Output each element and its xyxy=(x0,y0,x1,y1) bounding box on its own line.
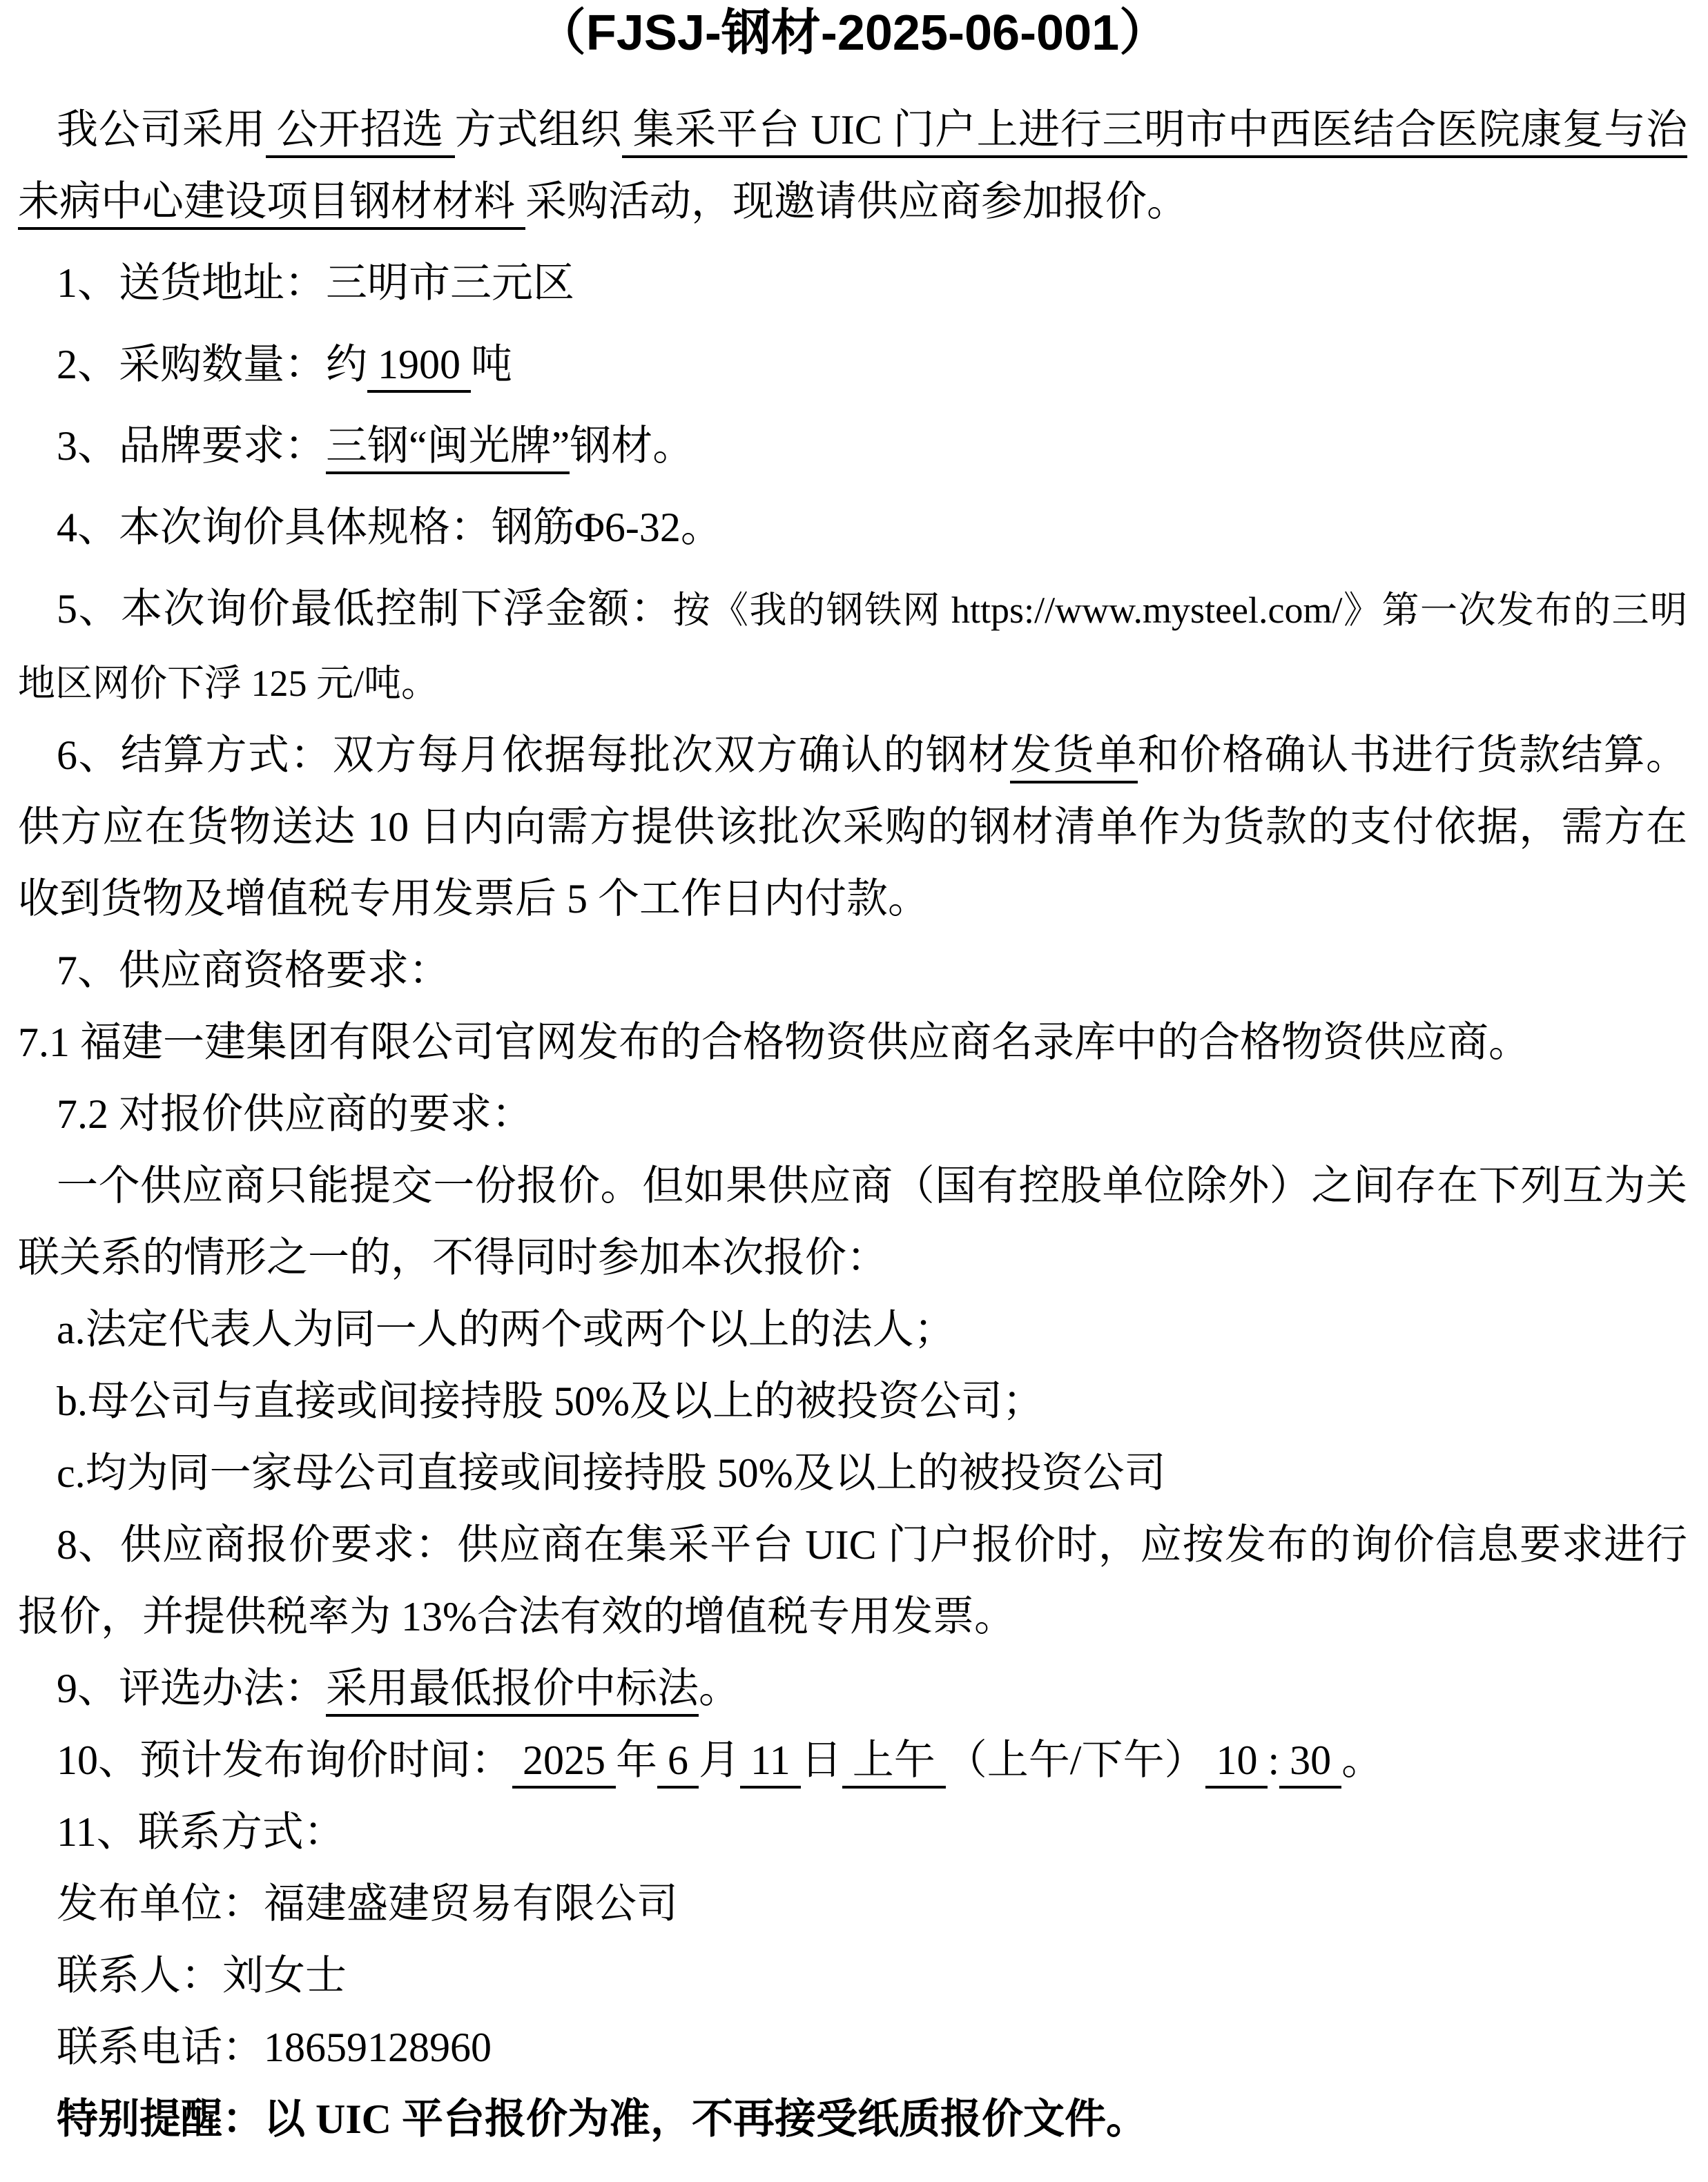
item-8-quotation-requirement xyxy=(18,1509,1687,1653)
text-segment: 5、本次询价最低控制下浮金额： xyxy=(57,586,673,632)
item-11-contact xyxy=(18,1796,1687,1868)
text-segment: 钢材。 xyxy=(570,423,695,469)
underlined-text-segment: 三钢“闽光牌” xyxy=(326,423,570,474)
document-body xyxy=(18,94,1687,2155)
text-segment: （上午/下午） xyxy=(945,1737,1206,1783)
item-4-specification xyxy=(18,491,1687,563)
text-segment: 按《我的钢铁网 https://www.mysteel.com/》第一次发布的三明地区网价下浮 125 元/吨。 xyxy=(18,590,1688,704)
item-7-qualification xyxy=(18,935,1687,1006)
underlined-text-segment: 30 xyxy=(1279,1737,1341,1789)
item-b xyxy=(18,1365,1687,1437)
text-segment: 3、品牌要求： xyxy=(57,423,326,469)
text-segment: 。 xyxy=(699,1666,740,1711)
text-segment: b.母公司与直接或间接持股 50%及以上的被投资公司； xyxy=(57,1379,1044,1424)
item-a xyxy=(18,1294,1687,1365)
item-6-settlement xyxy=(18,719,1687,935)
item-3-brand-requirement xyxy=(18,410,1687,482)
text-segment: 6、结算方式：双方每月依据每批次双方确认的钢材 xyxy=(57,732,1011,778)
text-segment: 吨 xyxy=(471,342,512,387)
text-segment: 和价格确认书进行货款结算。供方应在货物送达 10 日内向需方提供该批次采购的钢材清单作为货款的支付依据，需方在收到货物及增值税专用发票后 5 个工作日内付款。 xyxy=(18,732,1688,922)
text-segment: a.法定代表人为同一人的两个或两个以上的法人； xyxy=(57,1307,955,1352)
text-segment: : xyxy=(1268,1737,1280,1783)
text-segment: 9、评选办法： xyxy=(57,1666,326,1711)
intro-paragraph xyxy=(18,94,1687,237)
text-segment: 特别提醒：以 UIC 平台报价为准，不再接受纸质报价文件。 xyxy=(57,2096,1148,2142)
item-1-delivery-address xyxy=(18,247,1687,319)
text-segment: 联系电话：18659128960 xyxy=(57,2025,492,2070)
underlined-text-segment: 公开招选 xyxy=(266,107,455,158)
text-segment: 10、预计发布询价时间： xyxy=(57,1737,512,1783)
text-segment: 。 xyxy=(1341,1737,1384,1783)
underlined-text-segment: 集采平台 UIC 门户上进行三明市中西医结合医院康复与治未病中心建设项目钢材材料 xyxy=(18,107,1687,230)
document-title: （FJSJ-钢材-2025-06-001） xyxy=(536,6,1170,61)
underlined-text-segment: 采用最低报价中标法 xyxy=(326,1666,699,1717)
text-segment: 8、供应商报价要求：供应商在集采平台 UIC 门户报价时，应按发布的询价信息要求进行报价，并提供税率为 13%合法有效的增值税专用发票。 xyxy=(18,1522,1687,1639)
item-5-price-floor xyxy=(18,573,1687,719)
contact-person-line xyxy=(18,1940,1687,2011)
text-segment: 方式组织 xyxy=(454,107,622,153)
text-segment: 日 xyxy=(800,1737,842,1783)
text-segment: 7.1 福建一建集团有限公司官网发布的合格物资供应商名录库中的合格物资供应商。 xyxy=(18,1020,1530,1065)
underlined-text-segment: 11 xyxy=(740,1737,801,1789)
item-7-2 xyxy=(18,1078,1687,1150)
item-c xyxy=(18,1437,1687,1509)
underlined-text-segment: 上午 xyxy=(842,1737,946,1789)
text-segment: 年 xyxy=(616,1737,657,1783)
text-segment: 11、联系方式： xyxy=(57,1809,345,1855)
text-segment: 7.2 对报价供应商的要求： xyxy=(57,1091,533,1137)
text-segment: c.均为同一家母公司直接或间接持股 50%及以上的被投资公司 xyxy=(57,1450,1166,1496)
underlined-text-segment: 发货单 xyxy=(1010,732,1137,783)
contact-phone-line xyxy=(18,2011,1687,2083)
text-segment: 1、送货地址：三明市三元区 xyxy=(57,260,574,306)
item-9-selection-method xyxy=(18,1653,1687,1724)
text-segment: 发布单位：福建盛建贸易有限公司 xyxy=(57,1881,678,1927)
item-7-2-paragraph xyxy=(18,1150,1687,1294)
underlined-text-segment: 2025 xyxy=(512,1737,616,1789)
underlined-text-segment: 1900 xyxy=(367,342,471,393)
special-note-line xyxy=(18,2083,1687,2155)
item-10-publish-time xyxy=(18,1724,1687,1796)
underlined-text-segment: 6 xyxy=(657,1737,699,1789)
text-segment: 4、本次询价具体规格：钢筋Φ6-32。 xyxy=(57,505,722,550)
text-segment: 我公司采用 xyxy=(57,107,266,153)
text-segment: 联系人：刘女士 xyxy=(57,1953,347,1998)
publisher-line xyxy=(18,1868,1687,1940)
text-segment: 2、采购数量：约 xyxy=(57,342,367,387)
underlined-text-segment: 10 xyxy=(1205,1737,1268,1789)
item-7-1 xyxy=(18,1006,1687,1078)
text-segment: 7、供应商资格要求： xyxy=(57,948,450,993)
text-segment: 采购活动，现邀请供应商参加报价。 xyxy=(525,179,1188,224)
text-segment: 月 xyxy=(699,1737,740,1783)
text-segment: 一个供应商只能提交一份报价。但如果供应商（国有控股单位除外）之间存在下列互为关联关系的情形之一的，不得同时参加本次报价： xyxy=(18,1163,1687,1280)
item-2-purchase-quantity xyxy=(18,329,1687,400)
